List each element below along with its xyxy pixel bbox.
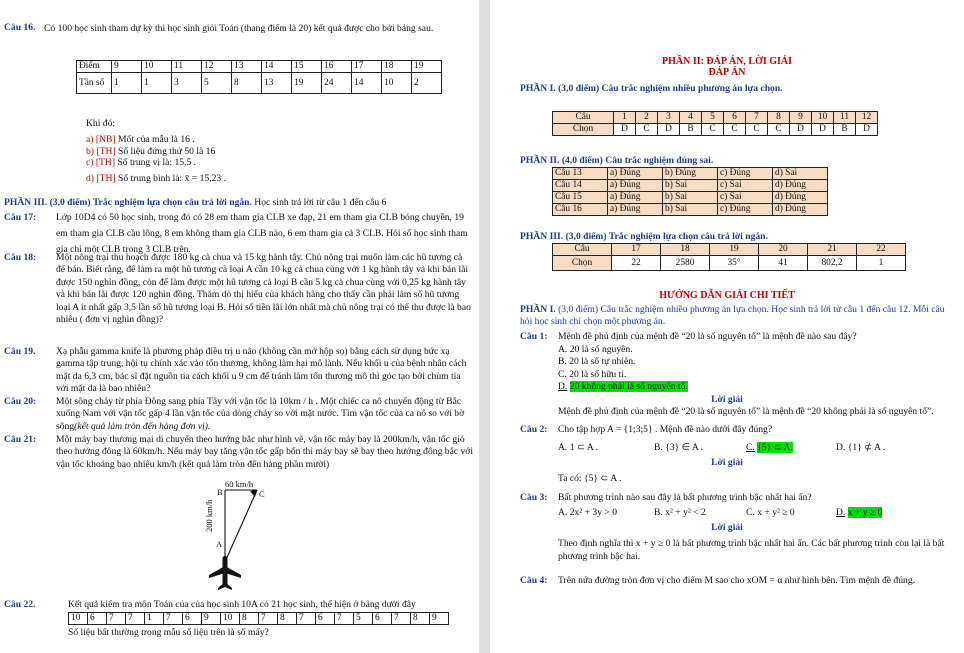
table-cell: 10 (221, 613, 240, 625)
table-cell: c) Sai (718, 180, 773, 192)
table-cell: a) Đúng (608, 204, 663, 216)
table-cell: 6 (183, 613, 202, 625)
table-cell: Câu 13 (553, 168, 608, 180)
list-item (86, 146, 226, 158)
table-cell: 1 (857, 256, 906, 271)
table-cell: 9 (790, 112, 812, 124)
table-cell: 20 (759, 244, 808, 256)
point-b-label: B (217, 487, 223, 497)
question-number: Câu 18: (4, 252, 37, 263)
table-cell: 1 (112, 73, 142, 94)
table-cell: B (834, 124, 856, 136)
list-item (86, 157, 226, 169)
table-cell: 7 (126, 613, 145, 625)
question-text: Mệnh đề phủ định của mệnh đề “20 là số nguyên tố” là mệnh đề nào sau đây? (558, 331, 857, 342)
velocity-diagram-svg (195, 478, 285, 596)
table-cell: 8 (768, 112, 790, 124)
table-cell: 14 (262, 61, 292, 73)
part1-intro-text: (3,0 điểm) Câu trắc nghiệm nhiều phương án lựa chọn. Học sinh trả lời từ câu 1 đến câu 12. Mỗi câu hỏi học sinh chỉ chọn một phương án. (520, 304, 945, 327)
table-cell: 2 (412, 73, 442, 94)
table-cell: 13 (262, 73, 292, 94)
table-cell: Chọn (553, 256, 612, 271)
solution-text: Theo định nghĩa thì x + y ≥ 0 là bất phương trình bậc nhất hai ẩn. Các bất phương trình còn lại là bất phương trình bậc hai. (558, 538, 945, 562)
question-21 (4, 434, 473, 471)
answer-table-part1 (552, 111, 878, 136)
solution-text: Mệnh đề phủ định của mệnh đề “20 là số nguyên tố” là mệnh đề “20 không phải là số nguyên tố”. (558, 406, 934, 417)
left-page (0, 0, 479, 653)
table-cell: Câu 15 (553, 192, 608, 204)
question-text: Một máy bay thương mại di chuyển theo hướng bắc như hình vẽ, vận tốc máy bay là 200km/h, vận tốc gió theo hướng đông là 60km/h. Nếu máy bay tăng vận tốc gấp bốn thì máy bay sẽ bay theo hướng đông bắc với vận tốc khoảng bao nhiêu km/h (kết quả làm tròn đến hàng phần mười) (56, 434, 474, 470)
table-cell: 3 (658, 112, 680, 124)
table-cell: B (680, 124, 702, 136)
table-cell: C (636, 124, 658, 136)
question-number: Câu 1: (520, 331, 548, 342)
table-cell: 2 (636, 112, 658, 124)
table-row (553, 168, 828, 180)
question-text: Một nông trại thu hoạch được 180 kg cà chua và 15 kg hành tây. Chủ nông trại muốn làm các hũ tương cà để bán. Biết rằng, để làm ra một hũ tương cà loại A cần 10 kg cà chua cùng với 1 kg hành tây và khi bán lãi được 150 nghìn đồng, còn để làm được một hũ tương cà loại B cần 5 kg cà chua cùng với 0,25 kg hành tây và khi bán lãi được 120 nghìn đồng. Thăm dò thị hiếu của khách hàng cho thấy cần phải làm số hũ tương loại A ít nhất gấp 3,5 lần số hũ tương loại B. Hỏi số tiền lãi lớn nhất mà chủ nông trại có thể thu được là bao nhiêu ( đơn vị nghìn đồng)? (56, 252, 471, 326)
question-number: Câu 19. (4, 346, 36, 357)
option-d (836, 507, 882, 519)
table-cell: D (812, 124, 834, 136)
option-c: C. x + y² ≥ 0 (746, 507, 795, 518)
table-cell: 2580 (661, 256, 710, 271)
question-text: Bất phương trình nào sau đây là bất phương trình bậc nhất hai ẩn? (558, 492, 812, 503)
point-a-label: A (216, 539, 223, 549)
table-cell: 8 (240, 613, 259, 625)
item-tag: c) [TH] (86, 157, 116, 168)
answer-table-part3 (552, 243, 906, 271)
table-cell: Điểm (77, 61, 112, 73)
table-cell: 11 (172, 61, 202, 73)
option-b: B. x² + y² < 2 (654, 507, 706, 518)
table-cell: b) Sai (663, 204, 718, 216)
question-number: Câu 3: (520, 492, 548, 503)
part1-intro (520, 304, 956, 328)
table-cell: 5 (354, 613, 373, 625)
statement-intro: Khi đó: (86, 118, 116, 129)
table-row (69, 613, 449, 625)
list-item (86, 134, 226, 146)
table-cell: 15 (292, 61, 322, 73)
answer-question-1 (520, 331, 956, 343)
part3-note: Học sinh trả lời từ câu 1 đến câu 6 (251, 197, 387, 208)
table-cell: 35° (710, 256, 759, 271)
table-cell: 6 (88, 613, 107, 625)
plane-speed-label: 200 km/h (204, 499, 214, 532)
table-cell: 21 (808, 244, 857, 256)
part1-intro-label: PHẦN I. (520, 304, 556, 315)
table-cell: 8 (232, 73, 262, 94)
question-number: Câu 17: (4, 212, 37, 223)
question-16 (4, 22, 473, 35)
table-cell: D (658, 124, 680, 136)
table-cell: 1 (145, 613, 164, 625)
option-d (558, 381, 688, 393)
question-number: Câu 20: (4, 396, 37, 407)
table-cell: 10 (812, 112, 834, 124)
score-frequency-table (76, 60, 442, 94)
answer-question-2 (520, 424, 956, 436)
table-row (77, 61, 442, 73)
part1-label: PHẦN I. (3,0 điểm) Câu trắc nghiệm nhiều phương án lựa chọn. (520, 83, 783, 94)
table-row (77, 73, 442, 94)
table-cell: Chọn (553, 124, 614, 136)
score-data-table (68, 612, 449, 625)
table-cell: 22 (612, 256, 661, 271)
item-text: Mốt của mẫu là 16 . (117, 134, 195, 145)
question-note: (kết quả làm tròn đến hàng đơn vị). (74, 420, 211, 432)
table-cell: 10 (142, 61, 172, 73)
table-cell: c) Đúng (718, 204, 773, 216)
table-cell: Câu 14 (553, 180, 608, 192)
table-cell: D (856, 124, 878, 136)
table-cell: 24 (322, 73, 352, 94)
table-cell: 5 (702, 112, 724, 124)
table-cell: d) Đúng (773, 204, 828, 216)
table-cell: 12 (856, 112, 878, 124)
correct-answer: {5} ⊂ A. (757, 442, 793, 453)
table-cell: b) Đúng (663, 168, 718, 180)
table-cell: 9 (112, 61, 142, 73)
item-tag: d) [TH] (86, 172, 116, 184)
solution-label: Lời giải (711, 457, 743, 468)
part3-heading (4, 197, 473, 209)
table-cell: 9 (202, 613, 221, 625)
table-cell: d) Đúng (773, 180, 828, 192)
table-row (553, 180, 828, 192)
table-cell: 7 (107, 613, 126, 625)
question-text: Cho tập hợp A = {1;3;5} . Mệnh đề nào dưới đây đúng? (558, 424, 773, 435)
question-text: Kết quả kiểm tra môn Toán của của học sinh 10A có 21 học sinh, thể hiện ở bảng dưới đây (68, 599, 416, 610)
table-row (553, 256, 906, 271)
point-c-label: C (259, 489, 265, 499)
table-cell: 18 (382, 61, 412, 73)
table-cell: 4 (680, 112, 702, 124)
table-cell: a) Đúng (608, 168, 663, 180)
table-cell: 41 (759, 256, 808, 271)
part3-label: PHẦN III. (3,0 điểm) Trắc nghiệm lựa chọn câu trả lời ngắn. (520, 231, 768, 242)
option-d: D. {1} ⊄ A . (836, 442, 886, 453)
option-c (746, 442, 793, 454)
table-cell: 10 (382, 73, 412, 94)
table-row (553, 192, 828, 204)
solution-label: Lời giải (711, 522, 743, 533)
arrowhead (250, 490, 257, 497)
table-cell: 7 (746, 112, 768, 124)
table-cell: 6 (724, 112, 746, 124)
question-19 (4, 346, 473, 396)
table-cell: D (614, 124, 636, 136)
table-cell: Câu (553, 112, 614, 124)
option-a: A. 20 là số nguyên. (558, 344, 633, 355)
table-row (553, 112, 878, 124)
table-cell: 16 (322, 61, 352, 73)
table-cell: 7 (335, 613, 354, 625)
table-cell: 14 (352, 73, 382, 94)
table-cell: 5 (202, 73, 232, 94)
table-cell: 3 (172, 73, 202, 94)
option-a: A. 1 ⊂ A . (558, 442, 599, 453)
part3-title: PHẦN III. (3,0 điểm) Trắc nghiệm lựa chọn câu trả lời ngắn. (4, 197, 252, 208)
wind-label: 60 km/h (225, 479, 254, 489)
table-cell: Câu 16 (553, 204, 608, 216)
option-b: B. 20 là số tự nhiên. (558, 356, 636, 368)
option-b: B. {3} ∈ A . (654, 442, 704, 453)
table-cell: C (724, 124, 746, 136)
table-cell: 8 (278, 613, 297, 625)
item-text: Số trung vị là: 15,5 . (117, 157, 197, 168)
question-number: Câu 22. (4, 599, 36, 610)
table-row (553, 204, 828, 216)
resultant-vector (225, 490, 257, 562)
table-cell: 22 (857, 244, 906, 256)
question-text: Có 100 học sinh tham dự kỳ thi học sinh giỏi Toán (thang điểm là 20) kết quả được cho bởi bảng sau. (44, 23, 434, 34)
table-cell: D (790, 124, 812, 136)
table-cell: C (746, 124, 768, 136)
correct-answer: 20 không phải là số nguyên tố. (569, 380, 688, 392)
option-a: A. 2x² + 3y > 0 (558, 507, 618, 518)
table-cell: 11 (834, 112, 856, 124)
statement-list (86, 134, 226, 184)
table-cell: 10 (69, 613, 88, 625)
question-number: Câu 21: (4, 434, 37, 445)
solution-text: Ta có: {5} ⊂ A . (558, 473, 622, 484)
question-number: Câu 2: (520, 424, 548, 435)
table-cell: d) Sai (773, 168, 828, 180)
table-cell: a) Đúng (608, 180, 663, 192)
question-22-tail: Số liệu bất thường trong mẫu số liệu trên là số mấy? (68, 627, 269, 638)
table-cell: 19 (292, 73, 322, 94)
list-item (86, 173, 226, 185)
table-cell: 7 (259, 613, 278, 625)
airplane-icon (209, 556, 241, 590)
part2-label: PHẦN II. (4,0 điểm) Câu trắc nghiệm đúng sai. (520, 155, 714, 166)
option-letter: C. (746, 442, 755, 453)
question-text: Trên nửa đường tròn đơn vị cho điểm M sao cho xOM = α như hình bên. Tìm mệnh đề đúng. (558, 575, 916, 586)
table-cell: 9 (430, 613, 449, 625)
item-text: Số trung bình là: x̄ = 15,23 . (117, 172, 226, 184)
table-cell: 8 (411, 613, 430, 625)
table-cell: 1 (614, 112, 636, 124)
table-cell: c) Đúng (718, 168, 773, 180)
table-cell: 7 (297, 613, 316, 625)
right-page (490, 0, 964, 653)
answer-question-4 (520, 575, 956, 587)
table-cell: 6 (373, 613, 392, 625)
question-20 (4, 396, 473, 433)
table-cell: 7 (164, 613, 183, 625)
part2-title: PHẦN II: ĐÁP ÁN, LỜI GIẢI (661, 56, 792, 67)
item-text: Số liệu đứng thứ 50 là 16 (117, 145, 216, 157)
table-cell: 13 (232, 61, 262, 73)
table-cell: C (768, 124, 790, 136)
question-22 (4, 599, 473, 611)
option-letter: D. (836, 507, 846, 518)
question-17 (4, 210, 473, 258)
correct-answer: x + y ≥ 0 (847, 507, 883, 518)
table-cell: 12 (202, 61, 232, 73)
table-cell: C (702, 124, 724, 136)
table-cell: 1 (142, 73, 172, 94)
table-cell: b) Sai (663, 180, 718, 192)
table-row (553, 124, 878, 136)
item-tag: a) [NB] (86, 134, 116, 145)
velocity-diagram (195, 478, 285, 596)
item-tag: b) [TH] (86, 145, 116, 157)
table-cell: a) Đúng (608, 192, 663, 204)
answer-table-part2 (552, 167, 828, 216)
table-cell: d) Đúng (773, 192, 828, 204)
question-18 (4, 252, 473, 326)
solution-label: Lời giải (711, 394, 743, 405)
table-cell: c) Sai (718, 192, 773, 204)
question-text: Xạ phẫu gamma knife là phương pháp điều trị u não (không cần mở hộp sọ) bằng cách sử dụng bức xạ gamma tập trung, hội tụ chính xác vào tổn thương, không làm hại mô lành. Nếu khối u của bệnh nhân cách mặt da 6,3 cm, bác sĩ đặt nguồn tia cách khối u 9 cm để tránh làm tổn thương mô thì góc tạo bởi chùm tia với mặt da là bao nhiêu? (56, 346, 467, 395)
answers-title: ĐÁP ÁN (708, 67, 746, 78)
question-text: Lớp 10D4 có 50 học sinh, trong đó có 28 em tham gia CLB xe đạp, 21 em tham gia CLB bóng chuyền, 19 em tham gia CLB cầu lông, 8 em không tham gia CLB nào, 6 em tham gia cả 3 CLB. Hỏi số học sinh tham gia chỉ một CLB trong 3 CLB trên. (56, 212, 468, 255)
question-number: Câu 4: (520, 575, 548, 586)
option-c: C. 20 là số hữu tỉ. (558, 368, 627, 380)
table-cell: 6 (316, 613, 335, 625)
table-row (553, 244, 906, 256)
table-cell: 17 (612, 244, 661, 256)
question-text: Một sông chảy từ phía Đông sang phía Tây với vận tốc là 10km / h . Một chiếc ca nô chuyển động từ Bắc xuống Nam với vận tốc gấp 4 lần vận tốc của dòng chảy so với mặt nước. Tìm vận tốc của ca nô so với bờ sông (56, 396, 465, 432)
table-cell: Câu (553, 244, 612, 256)
table-cell: 18 (661, 244, 710, 256)
answer-options-1 (558, 344, 688, 393)
table-cell: Tần số (77, 73, 112, 94)
table-cell: 17 (352, 61, 382, 73)
table-cell: 7 (392, 613, 411, 625)
table-cell: 19 (412, 61, 442, 73)
answer-question-3 (520, 492, 956, 504)
question-number: Câu 16. (4, 22, 36, 33)
option-letter: D. (558, 380, 568, 392)
table-cell: b) Sai (663, 192, 718, 204)
table-cell: 19 (710, 244, 759, 256)
guide-title: HƯỚNG DẪN GIẢI CHI TIẾT (659, 290, 795, 301)
table-cell: 802,2 (808, 256, 857, 271)
